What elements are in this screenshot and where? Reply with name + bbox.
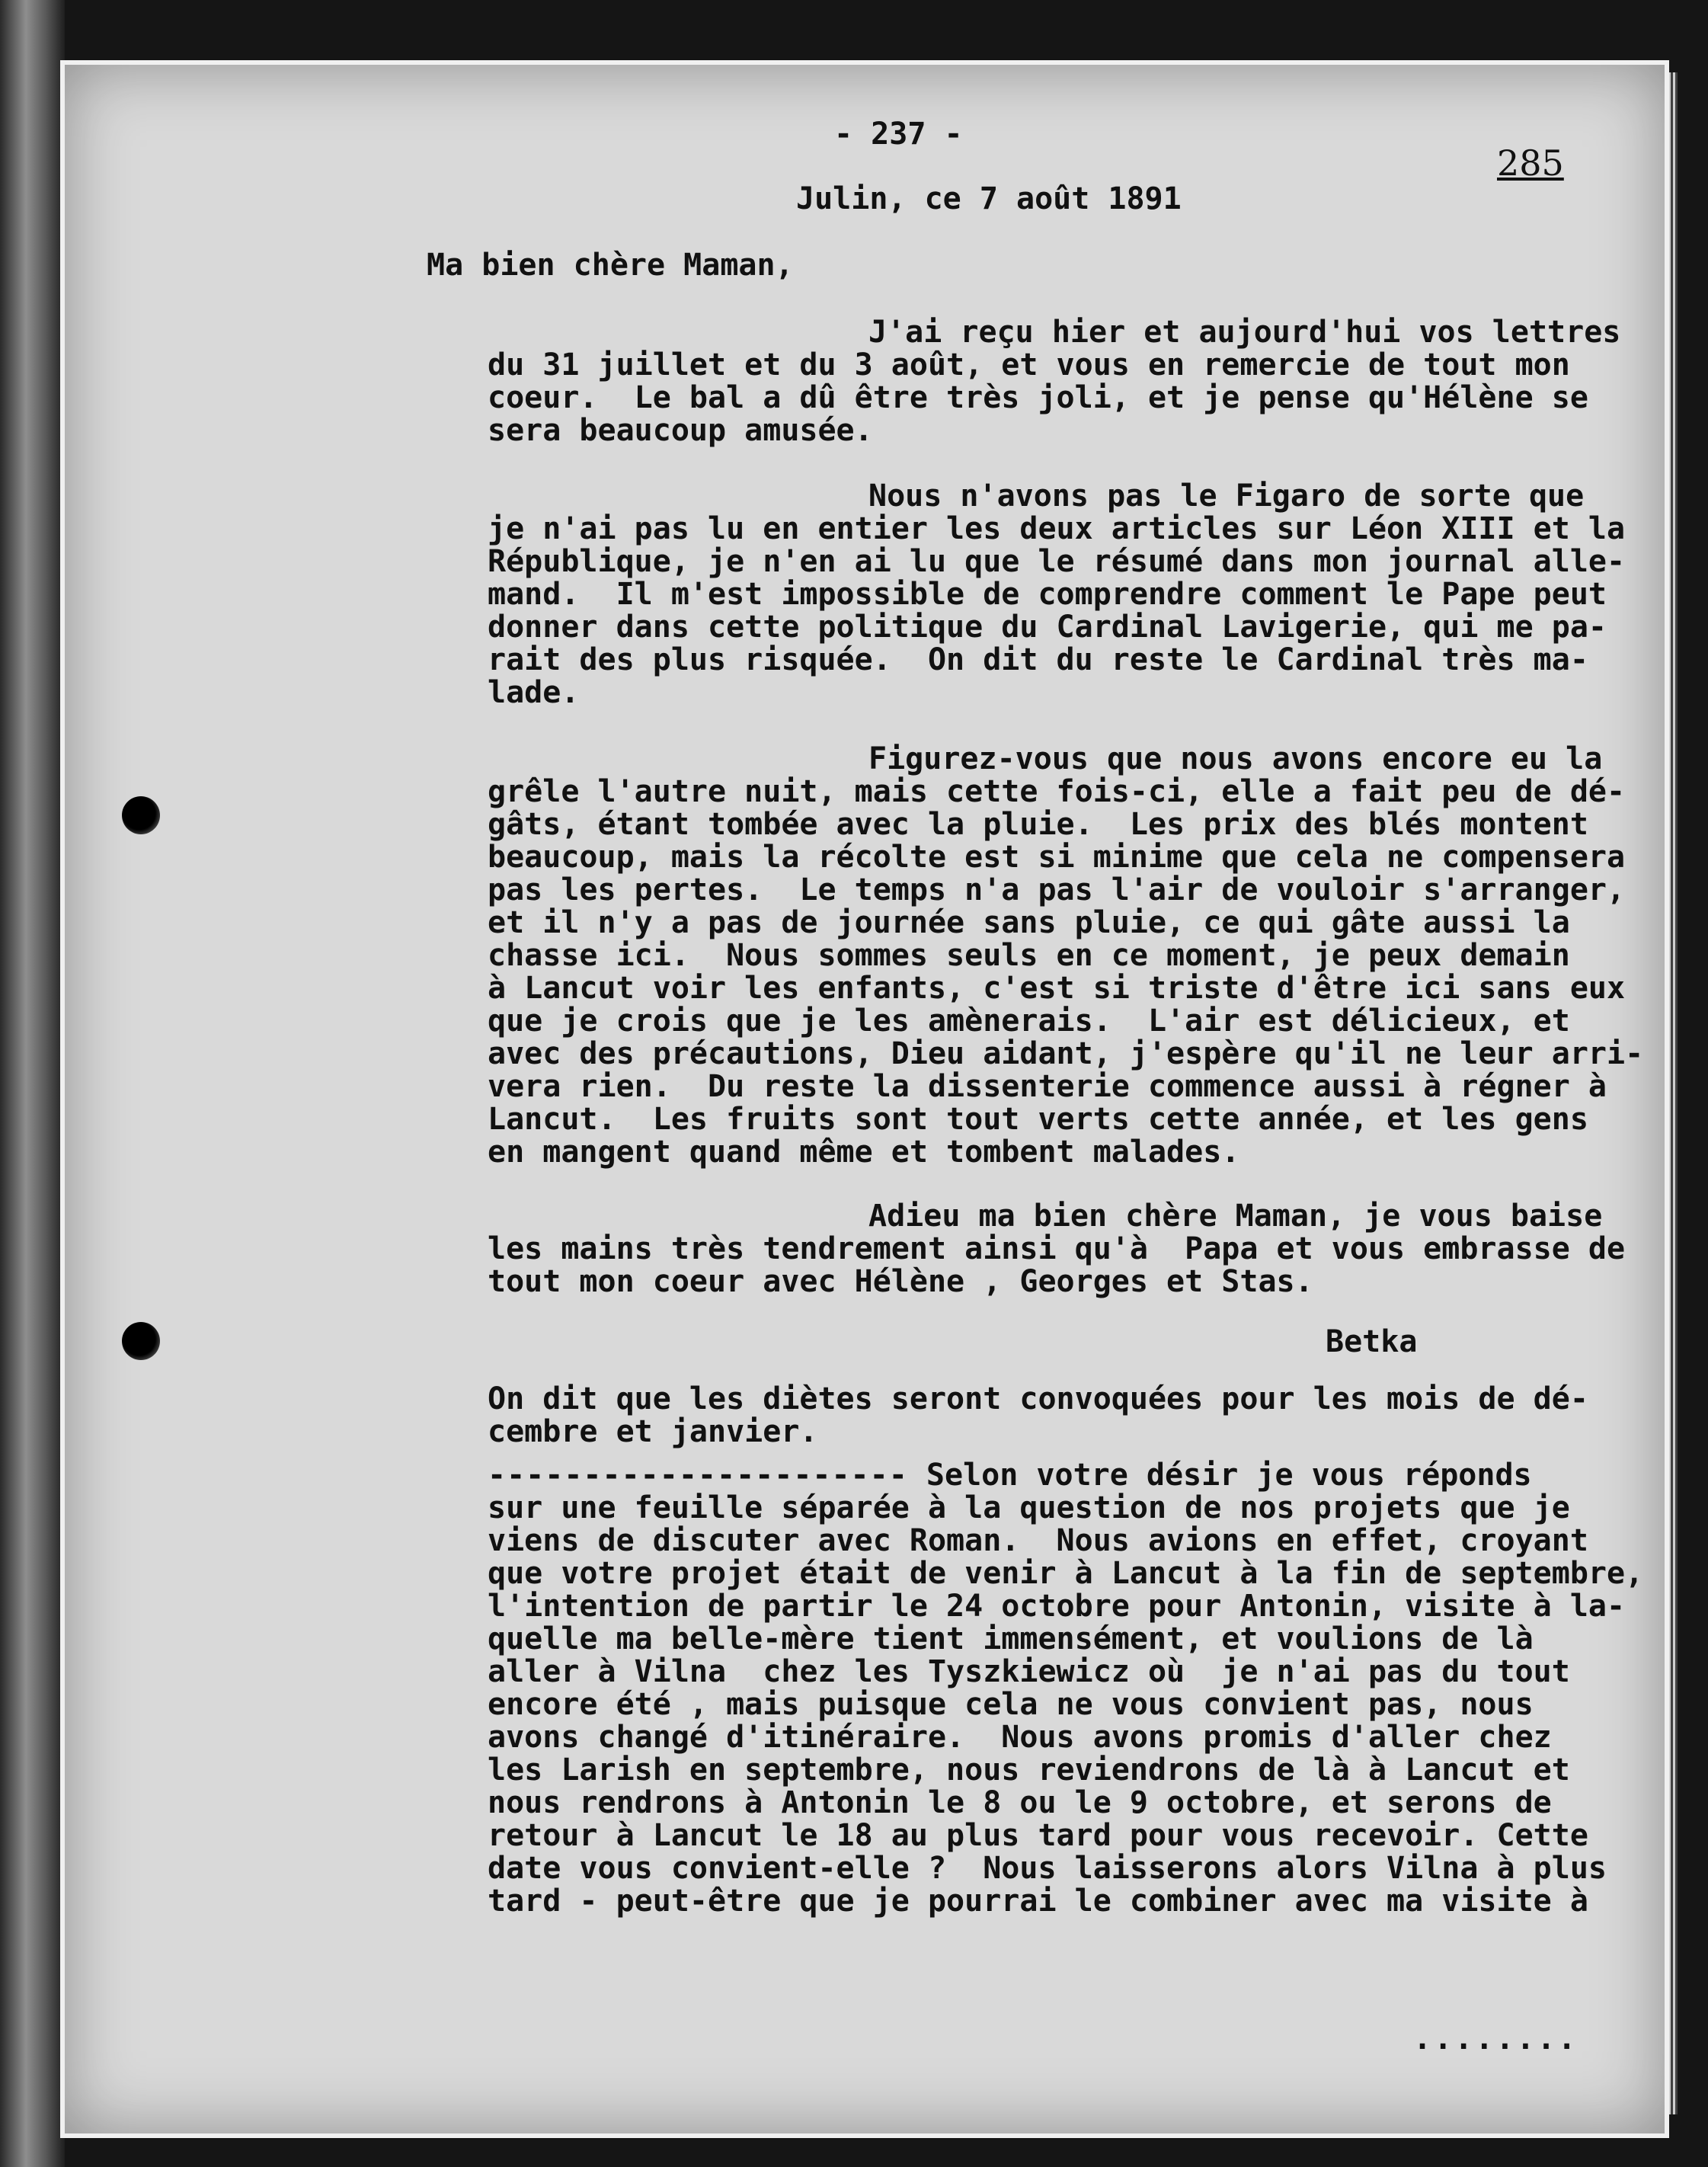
text-line: chasse ici. Nous sommes seuls en ce moment, je peux demain bbox=[488, 938, 1570, 973]
text-line: que votre projet était de venir à Lancut à la fin de septembre, bbox=[488, 1556, 1644, 1591]
separator-rule: ---------------------- bbox=[488, 1458, 908, 1493]
binder-strip bbox=[0, 0, 65, 2167]
text-line: République, je n'en ai lu que le résumé dans mon journal alle- bbox=[488, 544, 1626, 579]
text-line: quelle ma belle-mère tient immensément, et voulions de là bbox=[488, 1621, 1534, 1656]
text-line: du 31 juillet et du 3 août, et vous en remercie de tout mon bbox=[488, 347, 1570, 383]
text-line: J'ai reçu hier et aujourd'hui vos lettres bbox=[868, 315, 1621, 350]
dateline: Julin, ce 7 août 1891 bbox=[796, 181, 1182, 216]
page-number: - 237 - bbox=[834, 117, 963, 152]
text-line: Selon votre désir je vous réponds bbox=[926, 1458, 1532, 1493]
text-line: sur une feuille séparée à la question de nos projets que je bbox=[488, 1490, 1570, 1525]
postscript bbox=[488, 1383, 1588, 1448]
text-line: encore été , mais puisque cela ne vous convient pas, nous bbox=[488, 1687, 1534, 1722]
text-line: en mangent quand même et tombent malades. bbox=[488, 1135, 1240, 1170]
text-line: les mains très tendrement ainsi qu'à Papa et vous embrasse de bbox=[488, 1231, 1626, 1266]
paragraph-1 bbox=[488, 316, 1620, 447]
text-line: cembre et janvier. bbox=[488, 1414, 818, 1449]
archive-number: 285 bbox=[1497, 142, 1564, 184]
text-line: date vous convient-elle ? Nous laisserons alors Vilna à plus bbox=[488, 1851, 1607, 1886]
text-line: retour à Lancut le 18 au plus tard pour vous recevoir. Cette bbox=[488, 1818, 1588, 1853]
second-section bbox=[488, 1459, 1643, 1918]
text-line: aller à Vilna chez les Tyszkiewicz où je n'ai pas du tout bbox=[488, 1654, 1570, 1689]
text-line: et il n'y a pas de journée sans pluie, ce qui gâte aussi la bbox=[488, 905, 1570, 940]
text-line: je n'ai pas lu en entier les deux articles sur Léon XIII et la bbox=[488, 511, 1626, 546]
text-line: pas les pertes. Le temps n'a pas l'air de vouloir s'arranger, bbox=[488, 872, 1626, 907]
typewritten-letter-page bbox=[65, 65, 1665, 2133]
paragraph-4 bbox=[488, 1200, 1625, 1298]
paragraph-2 bbox=[488, 480, 1625, 709]
text-line: On dit que les diètes seront convoquées pour les mois de dé- bbox=[488, 1381, 1588, 1416]
text-line: viens de discuter avec Roman. Nous avions en effet, croyant bbox=[488, 1523, 1588, 1558]
salutation: Ma bien chère Maman, bbox=[427, 248, 794, 283]
text-line: Figurez-vous que nous avons encore eu la bbox=[868, 741, 1603, 776]
text-line: donner dans cette politique du Cardinal Lavigerie, qui me pa- bbox=[488, 610, 1607, 645]
text-line: Lancut. Les fruits sont tout verts cette année, et les gens bbox=[488, 1102, 1588, 1137]
text-line: mand. Il m'est impossible de comprendre comment le Pape peut bbox=[488, 577, 1607, 612]
text-line: rait des plus risquée. On dit du reste le Cardinal très ma- bbox=[488, 642, 1588, 677]
text-line: tout mon coeur avec Hélène , Georges et Stas. bbox=[488, 1264, 1313, 1299]
text-line: avons changé d'itinéraire. Nous avons promis d'aller chez bbox=[488, 1720, 1552, 1755]
text-line: nous rendrons à Antonin le 8 ou le 9 octobre, et serons de bbox=[488, 1785, 1552, 1820]
text-line: à Lancut voir les enfants, c'est si triste d'être ici sans eux bbox=[488, 971, 1626, 1006]
text-line: gâts, étant tombée avec la pluie. Les prix des blés montent bbox=[488, 807, 1588, 842]
text-line: l'intention de partir le 24 octobre pour Antonin, visite à la- bbox=[488, 1589, 1626, 1624]
text-line: avec des précautions, Dieu aidant, j'espère qu'il ne leur arri- bbox=[488, 1036, 1644, 1071]
text-line: les Larish en septembre, nous reviendrons de là à Lancut et bbox=[488, 1752, 1570, 1788]
text-line: Nous n'avons pas le Figaro de sorte que bbox=[868, 479, 1585, 514]
signature: Betka bbox=[1326, 1324, 1418, 1359]
paragraph-3 bbox=[488, 743, 1643, 1169]
text-line: tard - peut-être que je pourrai le combiner avec ma visite à bbox=[488, 1884, 1588, 1919]
continuation-marker: ........ bbox=[1413, 2021, 1578, 2057]
text-line: Adieu ma bien chère Maman, je vous baise bbox=[868, 1199, 1603, 1234]
punch-hole-top bbox=[122, 796, 160, 834]
text-line: sera beaucoup amusée. bbox=[488, 413, 873, 448]
text-line: coeur. Le bal a dû être très joli, et je pense qu'Hélène se bbox=[488, 380, 1588, 415]
text-line: vera rien. Du reste la dissenterie commence aussi à régner à bbox=[488, 1069, 1607, 1104]
text-line: lade. bbox=[488, 675, 580, 710]
text-line: beaucoup, mais la récolte est si minime que cela ne compensera bbox=[488, 840, 1626, 875]
text-line: grêle l'autre nuit, mais cette fois-ci, elle a fait peu de dé- bbox=[488, 774, 1626, 809]
punch-hole-bottom bbox=[122, 1322, 160, 1360]
text-line: que je crois que je les amènerais. L'air est délicieux, et bbox=[488, 1003, 1570, 1039]
section-first-line bbox=[488, 1459, 1643, 1492]
